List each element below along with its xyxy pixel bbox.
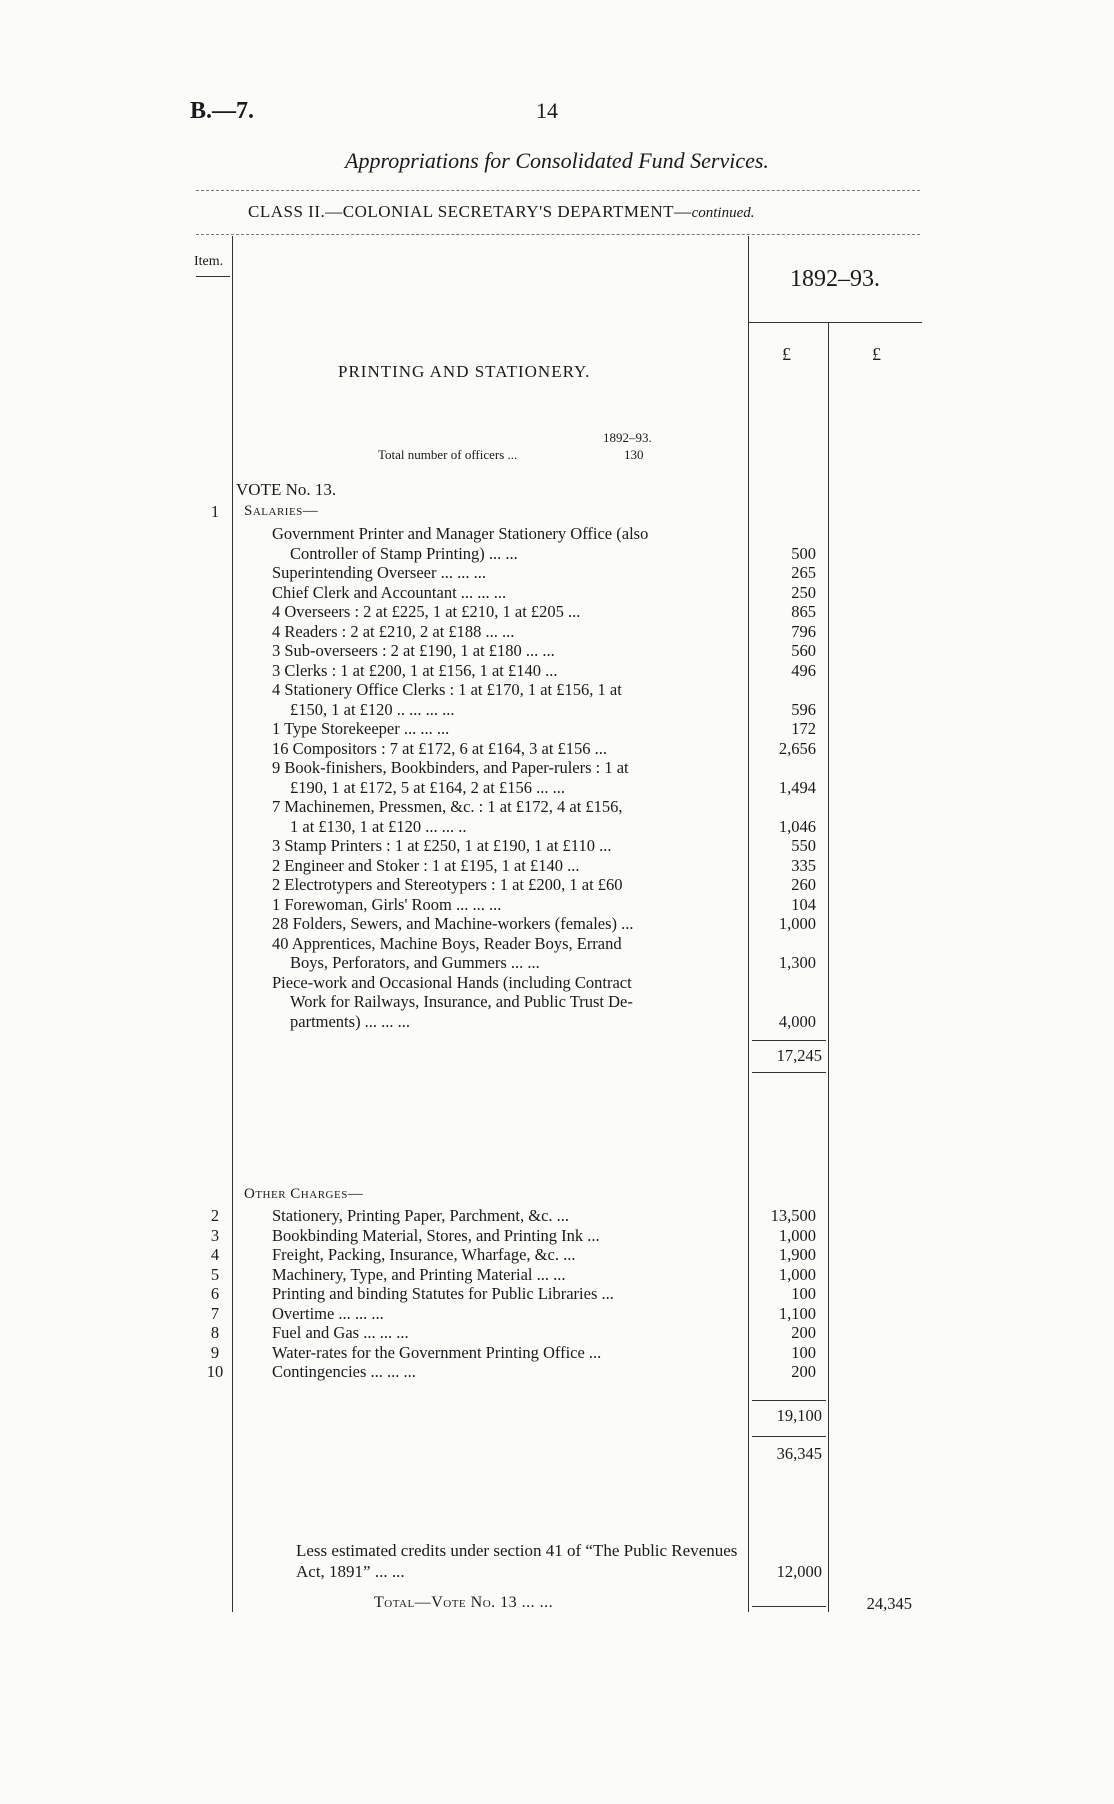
other-charge-label: Contingencies ... ... ...	[272, 1362, 416, 1381]
salary-row-amount: 596	[791, 699, 816, 719]
other-charge-item-number: 3	[210, 1225, 220, 1245]
other-charge-label: Fuel and Gas ... ... ...	[272, 1323, 409, 1342]
salary-row-line: partments) ... ... ...	[290, 1011, 411, 1031]
other-charge-item-number: 6	[210, 1284, 220, 1303]
pound-sign-col1: £	[782, 344, 791, 364]
page-subtitle: Appropriations for Consolidated Fund Services.	[345, 148, 769, 173]
other-charge-item-number: 10	[206, 1362, 224, 1381]
salary-row-line: 4 Overseers : 2 at £225, 1 at £210, 1 at £205 ...	[272, 602, 581, 621]
salary-row-amount: 260	[791, 875, 816, 894]
salary-row-line: Boys, Perforators, and Gummers ... ...	[290, 953, 540, 972]
salary-row-amount: 250	[791, 582, 816, 602]
salary-row-line: Piece-work and Occasional Hands (including Contract	[272, 972, 632, 992]
section-title: PRINTING AND STATIONERY.	[338, 362, 591, 381]
salary-row-line: 9 Book-finishers, Bookbinders, and Paper-rulers : 1 at	[272, 758, 629, 777]
salary-row-line: 1 Forewoman, Girls' Room ... ... ...	[272, 894, 502, 914]
grand-total-amount: 24,345	[866, 1594, 912, 1613]
other-charge-amount: 1,000	[778, 1225, 816, 1245]
salary-row-amount: 496	[791, 660, 816, 680]
salary-row-line: 1 Type Storekeeper ... ... ...	[272, 719, 450, 738]
item-column-rule	[232, 236, 233, 1612]
salary-row-line: 3 Sub-overseers : 2 at £190, 1 at £180 ... ...	[272, 641, 555, 660]
salary-row-line: 4 Stationery Office Clerks : 1 at £170, 1 at £156, 1 at	[272, 680, 622, 699]
other-charge-amount: 200	[791, 1323, 816, 1342]
other-charge-item-number: 9	[210, 1342, 220, 1362]
salary-row-line: 16 Compositors : 7 at £172, 6 at £164, 3 at £156 ...	[272, 738, 608, 758]
other-charge-label: Printing and binding Statutes for Public Libraries ...	[272, 1284, 614, 1303]
credits-amount: 12,000	[776, 1562, 822, 1581]
other-charge-label: Freight, Packing, Insurance, Wharfage, &c. ...	[272, 1245, 576, 1264]
salary-row-amount: 1,046	[778, 816, 816, 836]
salaries-subtotal-rule	[752, 1040, 826, 1041]
salary-row-amount: 550	[791, 836, 816, 855]
salary-row-line: 3 Stamp Printers : 1 at £250, 1 at £190, 1 at £110 ...	[272, 836, 612, 855]
other-charge-label: Water-rates for the Government Printing Office ...	[272, 1342, 602, 1362]
year-header-rule	[748, 322, 922, 323]
salary-row-line: 7 Machinemen, Pressmen, &c. : 1 at £172, 4 at £156,	[272, 797, 623, 816]
salary-row-amount: 104	[791, 894, 816, 914]
combined-total: 36,345	[776, 1444, 822, 1463]
salary-row-line: 40 Apprentices, Machine Boys, Reader Boys, Errand	[272, 933, 622, 953]
other-charge-item-number: 2	[210, 1206, 220, 1225]
other-charge-amount: 13,500	[770, 1206, 816, 1225]
divider-class	[196, 234, 920, 235]
salary-row-line: Work for Railways, Insurance, and Public Trust De-	[290, 992, 633, 1011]
document-code: B.—7.	[190, 98, 255, 124]
other-charge-amount: 100	[791, 1342, 816, 1362]
item-column-header: Item.	[194, 254, 224, 269]
pound-sign-col2: £	[872, 344, 881, 364]
salary-row-line: Government Printer and Manager Stationery Office (also	[272, 524, 649, 543]
other-charge-amount: 1,000	[778, 1264, 816, 1284]
salaries-item-number: 1	[210, 502, 220, 521]
salary-row-amount: 335	[791, 855, 816, 875]
salaries-subtotal-rule-bottom	[752, 1072, 826, 1073]
item-header-rule	[196, 276, 230, 277]
salary-row-amount: 500	[791, 543, 816, 563]
salary-row-amount: 1,300	[778, 953, 816, 972]
salary-row-line: 28 Folders, Sewers, and Machine-workers (females) ...	[272, 914, 634, 933]
officers-count: 130	[624, 447, 644, 462]
officers-year: 1892–93.	[603, 430, 652, 445]
credits-text: Less estimated credits under section 41 of “The Public Revenues Act, 1891” ... ...	[296, 1541, 738, 1581]
salary-row-line: £150, 1 at £120 .. ... ... ...	[290, 699, 455, 719]
divider-top	[196, 190, 920, 191]
salary-row-amount: 1,494	[778, 777, 816, 797]
salary-row-line: Controller of Stamp Printing) ... ...	[290, 543, 518, 563]
salary-row-amount: 560	[791, 641, 816, 660]
class-line: CLASS II.—COLONIAL SECRETARY'S DEPARTMENT—continued.	[248, 202, 755, 221]
salary-row-amount: 796	[791, 621, 816, 641]
salary-row-amount: 1,000	[778, 914, 816, 933]
other-subtotal-rule	[752, 1400, 826, 1401]
year-column-header: 1892–93.	[790, 266, 880, 292]
combined-total-rule	[752, 1436, 826, 1437]
page-number: 14	[536, 98, 558, 123]
other-charge-amount: 1,100	[778, 1303, 816, 1323]
salary-row-amount: 172	[791, 719, 816, 738]
salary-row-line: 1 at £130, 1 at £120 ... ... ..	[290, 816, 467, 836]
amount-column-rule-mid	[828, 322, 829, 1612]
other-charge-amount: 100	[791, 1284, 816, 1303]
salary-row-line: Superintending Overseer ... ... ...	[272, 563, 486, 582]
other-charge-amount: 200	[791, 1362, 816, 1381]
other-charge-item-number: 5	[210, 1264, 220, 1284]
other-charge-label: Stationery, Printing Paper, Parchment, &c. ...	[272, 1206, 570, 1225]
salaries-heading: Salaries—	[244, 503, 319, 519]
salary-row-amount: 2,656	[778, 738, 816, 758]
salary-row-line: 2 Electrotypers and Stereotypers : 1 at £200, 1 at £60	[272, 875, 623, 894]
other-charge-label: Machinery, Type, and Printing Material ... ...	[272, 1264, 566, 1284]
salary-row-line: 2 Engineer and Stoker : 1 at £195, 1 at £140 ...	[272, 855, 580, 875]
other-charge-item-number: 7	[210, 1303, 220, 1323]
other-charges-subtotal: 19,100	[776, 1406, 822, 1425]
other-charges-heading: Other Charges—	[244, 1186, 364, 1202]
salary-row-amount: 4,000	[778, 1011, 816, 1031]
salary-row-line: 3 Clerks : 1 at £200, 1 at £156, 1 at £140 ...	[272, 660, 558, 680]
salary-row-amount: 265	[791, 563, 816, 582]
other-charge-amount: 1,900	[778, 1245, 816, 1264]
salaries-subtotal: 17,245	[776, 1046, 822, 1065]
other-charge-item-number: 8	[210, 1323, 220, 1342]
grand-total-label: Total—Vote No. 13 ... ...	[374, 1594, 554, 1611]
salary-row-amount: 865	[791, 602, 816, 621]
other-charge-label: Overtime ... ... ...	[272, 1303, 384, 1323]
grand-total-rule	[752, 1606, 826, 1607]
salary-row-line: £190, 1 at £172, 5 at £164, 2 at £156 ... ...	[290, 777, 565, 797]
salary-row-line: Chief Clerk and Accountant ... ... ...	[272, 582, 507, 602]
vote-number: VOTE No. 13.	[236, 480, 337, 499]
other-charge-label: Bookbinding Material, Stores, and Printing Ink ...	[272, 1225, 600, 1245]
officers-label: Total number of officers ...	[378, 447, 518, 462]
salary-row-line: 4 Readers : 2 at £210, 2 at £188 ... ...	[272, 621, 515, 641]
other-charge-item-number: 4	[210, 1245, 220, 1264]
